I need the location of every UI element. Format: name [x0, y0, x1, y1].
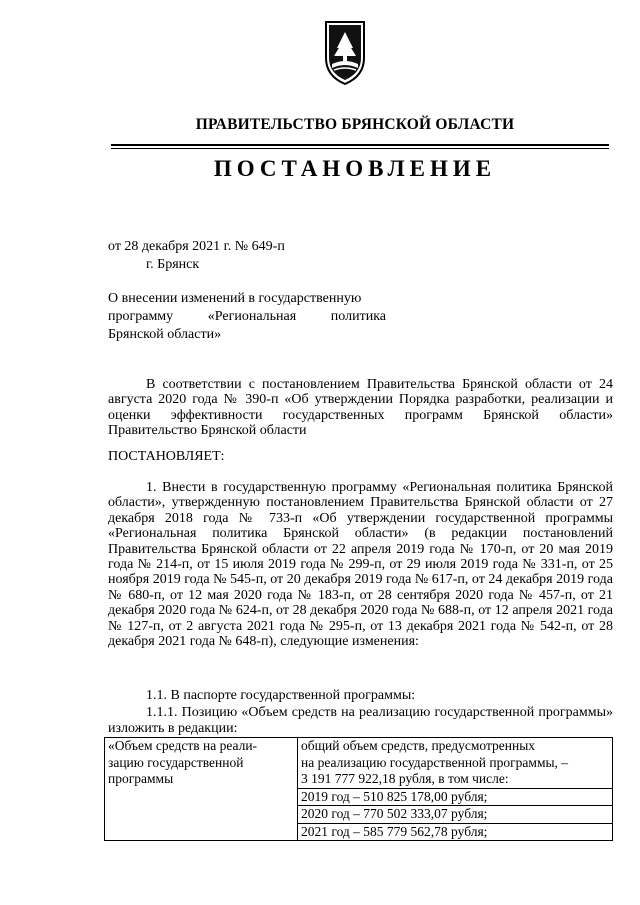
left-cell-line: зацию государственной — [108, 754, 244, 770]
date-number: от 28 декабря 2021 г. № 649-п — [108, 239, 285, 254]
left-cell-line: «Объем средств на реали- — [108, 738, 258, 753]
header-rule-thick — [111, 144, 609, 146]
city: г. Брянск — [146, 257, 200, 272]
item-1-1: 1.1. В паспорте государственной программы: — [146, 688, 416, 703]
item-1-1-1: 1.1.1. Позицию «Объем средств на реализацию государственной программы» изложить в редакции: — [108, 705, 613, 736]
passport-right-cell — [298, 738, 613, 841]
subject-word: «Региональная — [207, 309, 297, 324]
right-cell-line: общий объем средств, предусмотренных — [301, 738, 536, 753]
right-cell-line: 2021 год – 585 779 562,78 рубля; — [301, 823, 488, 839]
coat-of-arms-icon — [320, 18, 370, 88]
subject-word: программу — [108, 309, 174, 324]
government-title: ПРАВИТЕЛЬСТВО БРЯНСКОЙ ОБЛАСТИ — [195, 116, 515, 133]
subject-word: политика — [330, 309, 386, 324]
passport-left-cell — [105, 738, 298, 841]
document-type-title: ПОСТАНОВЛЕНИЕ — [213, 156, 497, 181]
passport-table — [104, 737, 613, 841]
right-cell-line: 3 191 777 922,18 рубля, в том числе: — [298, 771, 612, 789]
item-1-paragraph: 1. Внести в государственную программу «Региональная политика Брянской области», утвержденную постановлением Правительства Брянской области от 27 декабря 2018 года № 733-п «Об утверждении государственной программы «Региональная политика Брянской области» (в редакции постановлений Правительства Брянской области от 22 апреля 2019 года № 170-п, от 20 мая 2019 года № 214-п, от 15 июля 2019 года № 299-п, от 29 июля 2019 года № 331-п, от 25 ноября 2019 года № 545-п, от 20 декабря 2019 года № 617-п, от 24 декабря 2019 года № 680-п, от 12 мая 2020 года № 183-п, от 28 сентября 2020 года № 457-п, от 21 декабря 2020 года № 624-п, от 28 декабря 2020 года № 688-п, от 12 апреля 2021 года № 127-п, от 2 августа 2021 года № 295-п, от 13 декабря 2021 года № 542-п, от 28 декабря 2021 года № 648-п), следующие изменения: — [108, 480, 613, 650]
right-cell-line: на реализацию государственной программы, – — [301, 754, 569, 770]
subject-line-3: Брянской области» — [108, 327, 222, 342]
subject-line-1: О внесении изменений в государственную — [108, 291, 362, 306]
right-cell-line: 2020 год – 770 502 333,07 рубля; — [298, 806, 612, 824]
preamble-paragraph: В соответствии с постановлением Правительства Брянской области от 24 августа 2020 года № 390-п «Об утверждении Порядка разработки, реализации и оценки эффективности государственных программ Брянской области» Правительство Брянской области — [108, 377, 613, 439]
subject-line-2 — [108, 309, 386, 325]
right-cell-line: 2019 год – 510 825 178,00 рубля; — [298, 789, 612, 807]
left-cell-line: программы — [108, 771, 174, 786]
header-rule-thin — [111, 148, 609, 149]
resolve-word: ПОСТАНОВЛЯЕТ: — [108, 449, 225, 464]
